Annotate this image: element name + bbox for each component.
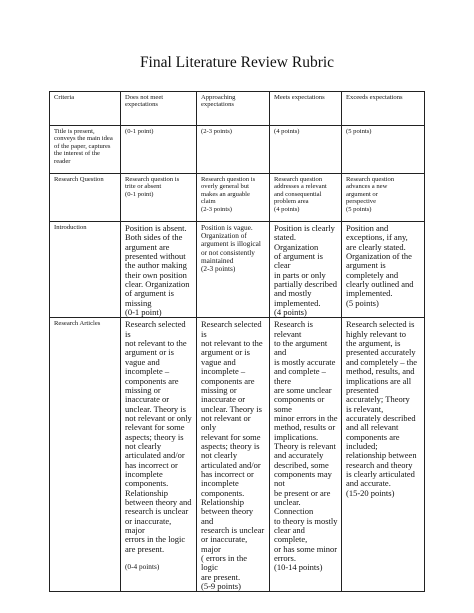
table-row: [50, 222, 425, 318]
cell-text: Position is vague. Organization of argument is illogical or not consistently maintained (2-3 points): [201, 223, 261, 274]
header-cell: [197, 92, 270, 126]
header-meets: Meets expectations: [274, 94, 325, 101]
header-cell: [342, 92, 425, 126]
cell-text: Position is absent. Both sides of the argument are presented without the author making their own position clear. Organization of argument is missing (0-1 point): [125, 223, 190, 318]
score-cell: [197, 126, 270, 174]
table-row: [50, 126, 425, 174]
document-title: Final Literature Review Rubric: [139, 54, 335, 71]
score-cell: [197, 222, 270, 318]
score-cell: [270, 126, 342, 174]
header-cell: [50, 92, 121, 126]
cell-text: Research question is overly general but makes an arguable claim (2-3 points): [201, 176, 256, 213]
criteria-cell: [50, 174, 121, 222]
points-note: (0-4 points): [125, 562, 160, 572]
cell-text: Research selected is not relevant to the argument or is vague and incomplete – components are missing or inaccurate or unclear. Theory is not relevant or only relevant for some aspects; theory is not clearly articulated and/or has incorrect or incomplete components. Relationship between theory and research is unclear or inaccurate, major ( errors in the logic are present. (5-9 points): [201, 319, 265, 592]
rubric-table: [49, 91, 425, 592]
cell-text: (5 points): [346, 128, 372, 135]
header-row: [50, 92, 425, 126]
cell-text: Research question advances a new argument or perspective (5 points): [346, 176, 395, 213]
cell-text: (4 points): [274, 128, 300, 135]
score-cell: [197, 318, 270, 592]
score-cell: [342, 174, 425, 222]
cell-text: Position is clearly stated. Organization of argument is clear in parts or only partially described and mostly implemented. (4 points): [274, 223, 338, 318]
table-row: [50, 318, 425, 592]
score-cell: [270, 174, 342, 222]
cell-text: (2-3 points): [201, 128, 232, 135]
header-criteria: Criteria: [54, 94, 75, 101]
header-cell: [121, 92, 197, 126]
score-cell: [121, 126, 197, 174]
header-approaching: Approaching expectations: [201, 94, 236, 109]
criteria-introduction: Introduction: [54, 224, 87, 231]
score-cell: [342, 126, 425, 174]
header-cell: [270, 92, 342, 126]
score-cell: [197, 174, 270, 222]
score-cell: [270, 318, 342, 592]
table-row: [50, 174, 425, 222]
score-cell: [342, 318, 425, 592]
cell-text: Research question is trite or absent (0-1 point): [125, 176, 180, 198]
cell-text: Position and exceptions, if any, are clearly stated. Organization of the argument is completely and clearly outlined and implemented. (5 points): [346, 223, 414, 308]
cell-text: Research selected is highly relevant to the argument, is presented accurately and completely – the method, results, and implications are all presented accurately; Theory is relevant, accurately described and all relevant components are included; relationship between research and theory is clearly articulated and accurate. (15-20 points): [346, 319, 418, 498]
cell-text: Research selected is not relevant to the argument or is vague and incomplete – components are missing or inaccurate or unclear. Theory is not relevant or only relevant for some aspects; theory is not clearly articulated and/or has incorrect or incomplete components. Relationship between theory and research is unclear or inaccurate, major errors in the logic are present.: [125, 319, 192, 554]
criteria-research-question: Research Question: [54, 176, 104, 183]
criteria-cell: [50, 222, 121, 318]
header-exceeds: Exceeds expectations: [346, 94, 403, 101]
score-cell: [121, 318, 197, 592]
score-cell: [342, 222, 425, 318]
criteria-cell: [50, 318, 121, 592]
criteria-research-articles: Research Articles: [54, 320, 101, 328]
cell-text: Research is relevant to the argument and is mostly accurate and complete – there are some unclear components or some minor errors in the method, results or implications. Theory is relevant and accurately described, some components may not be present or are unclear. Connection to theory is mostly clear and complete, or has some minor errors. (10-14 points): [274, 319, 338, 573]
header-does-not-meet: Does not meet expectations: [125, 94, 164, 109]
score-cell: [121, 222, 197, 318]
score-cell: [270, 222, 342, 318]
criteria-cell: [50, 126, 121, 174]
criteria-title: Title is present, conveys the main idea of the paper, captures the interest of the reader: [54, 128, 113, 165]
score-cell: [121, 174, 197, 222]
cell-text: (0-1 point): [125, 128, 154, 135]
cell-text: Research question addresses a relevant and consequential problem area (4 points): [274, 176, 327, 213]
